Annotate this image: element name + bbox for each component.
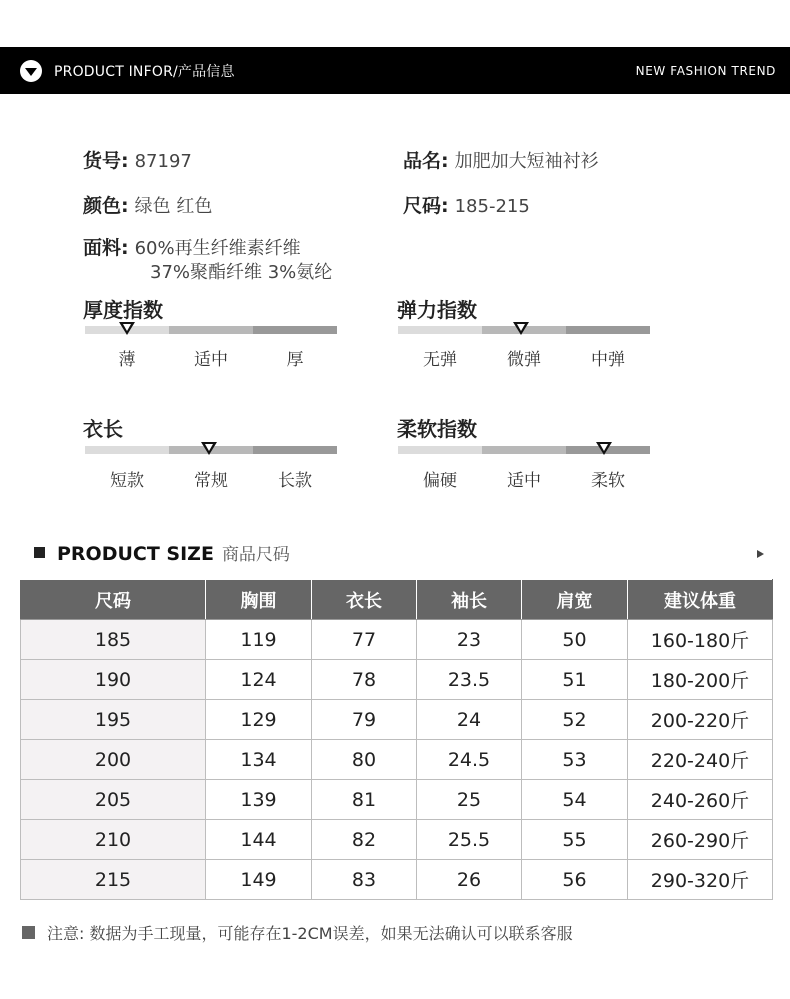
table-cell: 50 xyxy=(522,620,628,660)
note-text: 注意: 数据为手工现量，可能存在1-2CM误差，如果无法确认可以联系客服 xyxy=(47,924,573,943)
table-cell: 81 xyxy=(312,780,417,820)
elasticity-option: 无弹 xyxy=(423,350,457,370)
softness-labels xyxy=(398,466,650,491)
measurement-note xyxy=(22,921,573,944)
table-cell: 23.5 xyxy=(417,660,522,700)
table-cell: 82 xyxy=(312,820,417,860)
thickness-scale xyxy=(85,326,337,334)
column-header: 建议体重 xyxy=(628,580,773,620)
table-row xyxy=(21,820,773,860)
table-cell: 83 xyxy=(312,860,417,900)
product-name-value: 加肥加大短袖衬衫 xyxy=(454,151,599,172)
header-left xyxy=(20,60,235,82)
table-cell: 200 xyxy=(21,740,206,780)
fabric-line-2: 37%聚酯纤维 3%氨纶 xyxy=(150,262,333,283)
thickness-labels xyxy=(85,345,337,370)
table-cell: 210 xyxy=(21,820,206,860)
table-cell: 290-320斤 xyxy=(628,860,773,900)
fabric-line-1: 60%再生纤维素纤维 xyxy=(134,238,301,259)
table-cell: 190 xyxy=(21,660,206,700)
size-value: 185-215 xyxy=(454,196,530,217)
table-cell: 124 xyxy=(206,660,312,700)
table-cell: 80 xyxy=(312,740,417,780)
thickness-title: 厚度指数 xyxy=(83,298,163,322)
length-option: 长款 xyxy=(278,471,312,491)
square-bullet-icon xyxy=(22,926,35,939)
table-cell: 52 xyxy=(522,700,628,740)
chevron-down-circle-icon xyxy=(20,60,42,82)
table-cell: 195 xyxy=(21,700,206,740)
fabric-label: 面料: xyxy=(83,237,129,259)
table-cell: 144 xyxy=(206,820,312,860)
color-value: 绿色 红色 xyxy=(134,196,213,217)
size-section-subtitle: 商品尺码 xyxy=(221,545,290,565)
softness-option: 偏硬 xyxy=(423,471,457,491)
table-cell: 79 xyxy=(312,700,417,740)
length-option: 常规 xyxy=(194,471,228,491)
table-row xyxy=(21,660,773,700)
square-bullet-icon xyxy=(34,547,45,558)
table-cell: 160-180斤 xyxy=(628,620,773,660)
header-bar xyxy=(0,47,790,94)
header-tagline: NEW FASHION TREND xyxy=(635,63,776,78)
color-row xyxy=(83,191,212,218)
table-cell: 185 xyxy=(21,620,206,660)
table-cell: 26 xyxy=(417,860,522,900)
table-header-row xyxy=(21,580,773,620)
table-cell: 55 xyxy=(522,820,628,860)
elasticity-option: 中弹 xyxy=(591,350,625,370)
size-section-title: PRODUCT SIZE xyxy=(57,543,214,565)
column-header: 胸围 xyxy=(206,580,312,620)
size-section-header xyxy=(34,540,290,565)
elasticity-labels xyxy=(398,345,650,370)
table-row xyxy=(21,700,773,740)
thickness-marker-icon xyxy=(119,322,135,335)
item-no-row xyxy=(83,146,192,173)
column-header: 肩宽 xyxy=(522,580,628,620)
table-cell: 240-260斤 xyxy=(628,780,773,820)
table-cell: 215 xyxy=(21,860,206,900)
column-header: 衣长 xyxy=(312,580,417,620)
length-labels xyxy=(85,466,337,491)
table-cell: 205 xyxy=(21,780,206,820)
color-label: 颜色: xyxy=(83,195,129,217)
table-cell: 220-240斤 xyxy=(628,740,773,780)
product-name-label: 品名: xyxy=(403,150,449,172)
fabric-row xyxy=(83,233,301,260)
elasticity-title: 弹力指数 xyxy=(397,298,477,322)
item-no-value: 87197 xyxy=(134,151,192,172)
table-cell: 56 xyxy=(522,860,628,900)
column-header: 尺码 xyxy=(21,580,206,620)
table-cell: 24.5 xyxy=(417,740,522,780)
size-label: 尺码: xyxy=(403,195,449,217)
table-row xyxy=(21,740,773,780)
size-row xyxy=(403,191,530,218)
size-table xyxy=(20,579,773,900)
table-row xyxy=(21,780,773,820)
table-cell: 200-220斤 xyxy=(628,700,773,740)
thickness-option: 适中 xyxy=(194,350,228,370)
table-cell: 23 xyxy=(417,620,522,660)
length-scale xyxy=(85,446,337,454)
length-title: 衣长 xyxy=(83,417,123,441)
table-cell: 54 xyxy=(522,780,628,820)
product-name-row xyxy=(403,146,599,173)
item-no-label: 货号: xyxy=(83,150,129,172)
header-title: PRODUCT INFOR/产品信息 xyxy=(54,63,235,80)
table-cell: 149 xyxy=(206,860,312,900)
table-cell: 25 xyxy=(417,780,522,820)
table-cell: 139 xyxy=(206,780,312,820)
table-cell: 180-200斤 xyxy=(628,660,773,700)
elasticity-option: 微弹 xyxy=(507,350,541,370)
length-marker-icon xyxy=(201,442,217,455)
table-row xyxy=(21,860,773,900)
table-cell: 78 xyxy=(312,660,417,700)
elasticity-marker-icon xyxy=(513,322,529,335)
elasticity-scale xyxy=(398,326,650,334)
table-cell: 51 xyxy=(522,660,628,700)
softness-scale xyxy=(398,446,650,454)
table-cell: 119 xyxy=(206,620,312,660)
play-arrow-icon xyxy=(757,550,764,558)
table-row xyxy=(21,620,773,660)
table-cell: 53 xyxy=(522,740,628,780)
softness-option: 适中 xyxy=(507,471,541,491)
thickness-option: 厚 xyxy=(286,350,304,370)
softness-title: 柔软指数 xyxy=(397,417,477,441)
table-cell: 134 xyxy=(206,740,312,780)
table-cell: 24 xyxy=(417,700,522,740)
table-cell: 25.5 xyxy=(417,820,522,860)
table-cell: 77 xyxy=(312,620,417,660)
softness-marker-icon xyxy=(596,442,612,455)
thickness-option: 薄 xyxy=(118,350,136,370)
column-header: 袖长 xyxy=(417,580,522,620)
table-cell: 260-290斤 xyxy=(628,820,773,860)
table-cell: 129 xyxy=(206,700,312,740)
softness-option: 柔软 xyxy=(591,471,625,491)
length-option: 短款 xyxy=(110,471,144,491)
